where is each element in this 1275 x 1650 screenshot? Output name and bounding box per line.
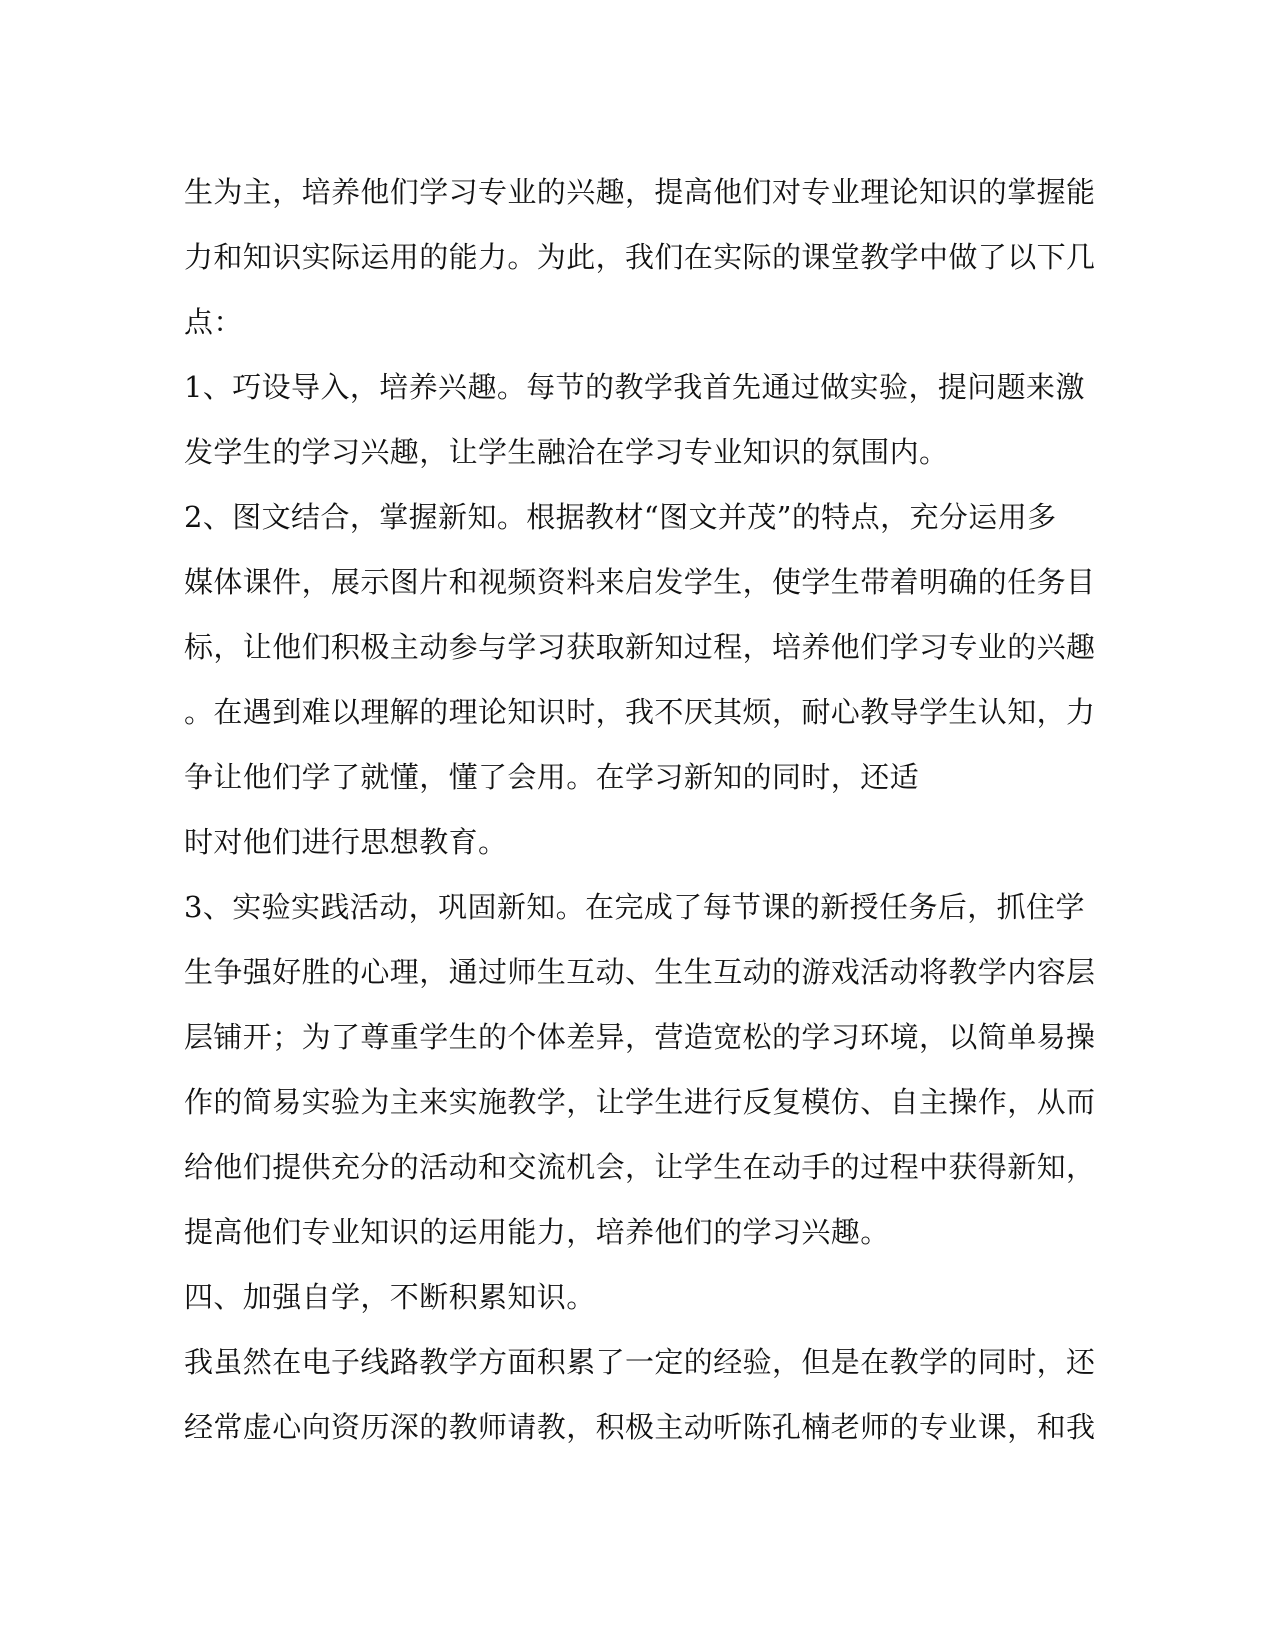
text-line: 生争强好胜的心理，通过师生互动、生生互动的游戏活动将教学内容层 xyxy=(184,955,1096,989)
text-line: 生为主，培养他们学习专业的兴趣，提高他们对专业理论知识的掌握能 xyxy=(184,175,1096,209)
text-line: 层铺开；为了尊重学生的个体差异，营造宽松的学习环境，以简单易操 xyxy=(184,1020,1096,1054)
text-line: 争让他们学了就懂，懂了会用。在学习新知的同时，还适 xyxy=(184,760,920,794)
text-line: 标，让他们积极主动参与学习获取新知过程，培养他们学习专业的兴趣 xyxy=(184,630,1096,664)
text-line: 力和知识实际运用的能力。为此，我们在实际的课堂教学中做了以下几 xyxy=(184,240,1096,274)
list-item-3-line: 3、实验实践活动，巩固新知。在完成了每节课的新授任务后，抓住学 xyxy=(184,890,1085,924)
text-line: 媒体课件，展示图片和视频资料来启发学生，使学生带着明确的任务目 xyxy=(184,565,1096,599)
body-text xyxy=(184,168,1094,1468)
text-line: 点： xyxy=(184,305,243,339)
text-line: 我虽然在电子线路教学方面积累了一定的经验，但是在教学的同时，还 xyxy=(184,1345,1096,1379)
text-line: 提高他们专业知识的运用能力，培养他们的学习兴趣。 xyxy=(184,1215,890,1249)
list-item-2-line: 2、图文结合，掌握新知。根据教材“图文并茂”的特点，充分运用多 xyxy=(184,500,1057,534)
text-line: 发学生的学习兴趣，让学生融洽在学习专业知识的氛围内。 xyxy=(184,435,949,469)
list-item-1-line: 1、巧设导入，培养兴趣。每节的教学我首先通过做实验，提问题来激 xyxy=(184,370,1085,404)
text-line: 。在遇到难以理解的理论知识时，我不厌其烦，耐心教导学生认知，力 xyxy=(184,695,1096,729)
text-line: 时对他们进行思想教育。 xyxy=(184,825,508,859)
text-line: 经常虚心向资历深的教师请教，积极主动听陈孔楠老师的专业课，和我 xyxy=(184,1410,1096,1444)
section-heading: 四、加强自学，不断积累知识。 xyxy=(184,1280,596,1314)
text-line: 给他们提供充分的活动和交流机会，让学生在动手的过程中获得新知， xyxy=(184,1150,1096,1184)
text-line: 作的简易实验为主来实施教学，让学生进行反复模仿、自主操作，从而 xyxy=(184,1085,1096,1119)
